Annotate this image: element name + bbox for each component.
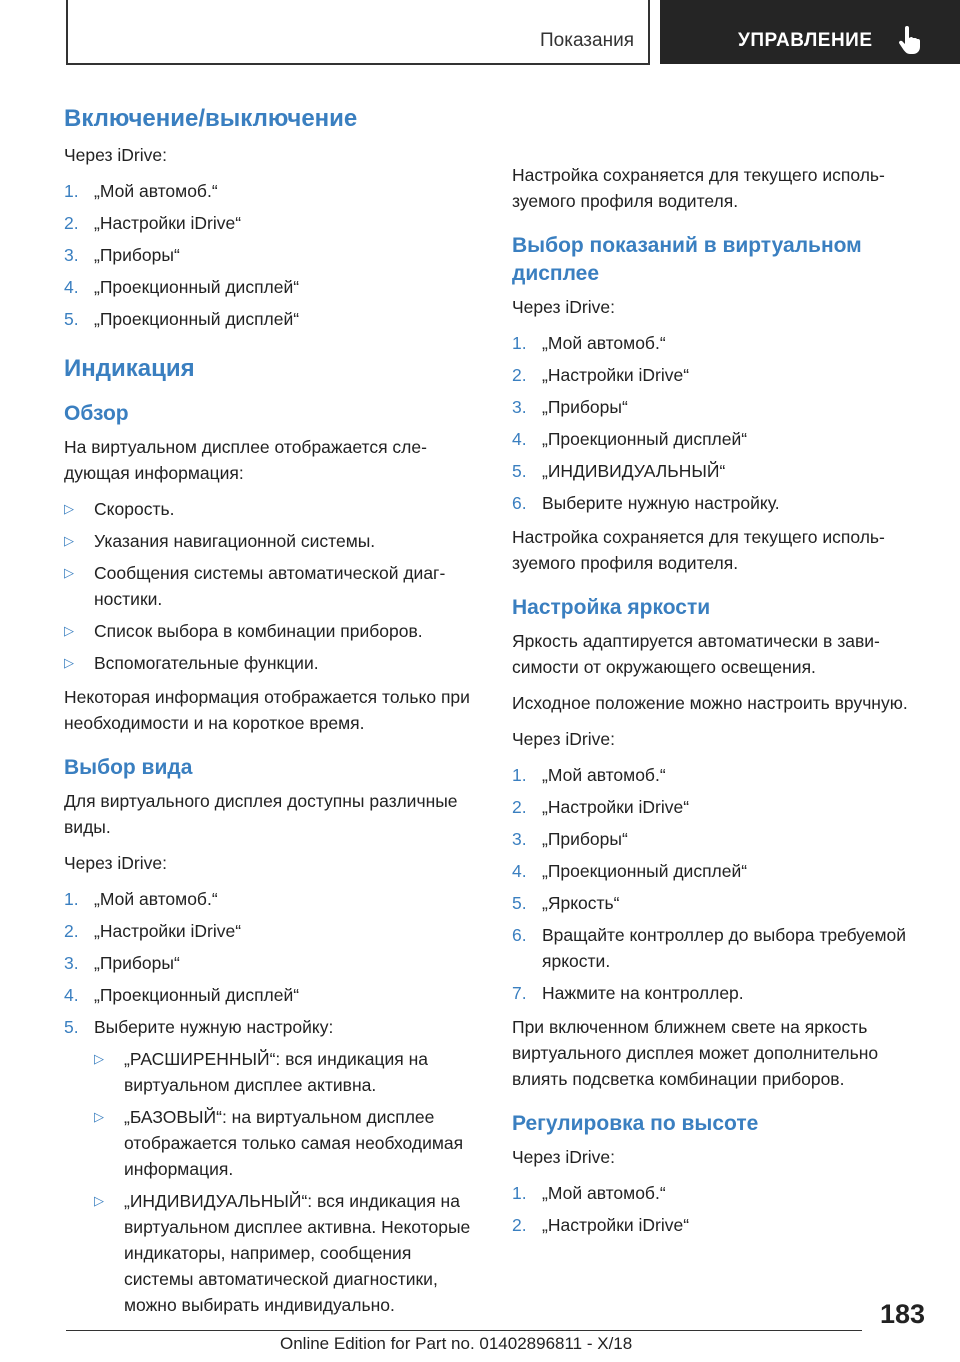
view-options-list	[94, 1046, 484, 1318]
list-item: ▷ Скорость.	[64, 499, 175, 519]
via-idrive: Через iDrive:	[512, 1147, 615, 1167]
right-column	[512, 162, 932, 1246]
heading-brightness: Настройка яркости	[512, 596, 711, 619]
list-item: 4. „Проекционный дисплей“	[64, 277, 300, 297]
list-item: 1. „Мой автомоб.“	[512, 333, 666, 353]
header-section-title: Показания	[540, 30, 634, 51]
list-item: 3. „Приборы“	[64, 953, 180, 973]
list-item: 4. „Проекционный дисплей“	[64, 985, 300, 1005]
list-item: 2. „Настройки iDrive“	[64, 213, 242, 233]
via-idrive: Через iDrive:	[512, 729, 615, 749]
profile-note: Настройка сохраняется для текущего используемого профиля водителя.	[512, 527, 885, 573]
list-item: 1. „Мой автомоб.“	[64, 889, 218, 909]
header-rule-left	[66, 0, 68, 64]
header-chapter-title: УПРАВЛЕНИЕ	[738, 30, 873, 51]
list-item: 7. Нажмите на контроллер.	[512, 983, 744, 1003]
list-item: 3. „Приборы“	[512, 397, 628, 417]
overview-text: На виртуальном дисплее отображается следующая информация:	[64, 437, 427, 483]
heading-overview: Обзор	[64, 402, 129, 425]
header-rule-right	[648, 0, 650, 64]
list-item: 2. „Настройки iDrive“	[512, 1215, 690, 1235]
list-item: ▷ Сообщения системы автоматической диагностики.	[64, 563, 446, 609]
list-item: ▷ Вспомогательные функции.	[64, 653, 319, 673]
heading-height: Регулировка по высоте	[512, 1112, 759, 1135]
brightness-note: При включенном ближнем свете на яркость виртуального дисплея может дополнительно влиять подсветка комбинации приборов.	[512, 1017, 879, 1089]
heading-select-display: Выбор показаний в виртуальном дисплее	[512, 234, 862, 285]
steps-list	[512, 330, 932, 516]
list-item: 2. „Настройки iDrive“	[512, 797, 690, 817]
steps-list	[64, 178, 484, 332]
list-item: 4. „Проекционный дисплей“	[512, 429, 748, 449]
heading-indication: Индикация	[64, 355, 195, 382]
overview-note: Некоторая информация отображается только при необходимости и на короткое время.	[64, 687, 470, 733]
list-item: 5. Выберите нужную настройку: ▷ „РАСШИРЕННЫЙ“: вся индикация на виртуальном дисплее активна. ▷ „БАЗОВЫЙ“: на виртуальном дисплее отображается только самая необходимая информация. ▷ „ИНДИВИДУАЛЬНЫЙ“: вся индикация на виртуальном дисплее активна. Некоторые индикаторы, например, сообщения системы автоматической диагностики, можно выбирать индивидуально.	[64, 1014, 484, 1318]
profile-note: Настройка сохраняется для текущего используемого профиля водителя.	[512, 165, 885, 211]
list-item: 5. „Яркость“	[512, 893, 620, 913]
header-rule-bottom	[66, 63, 650, 65]
list-item: 4. „Проекционный дисплей“	[512, 861, 748, 881]
list-item: 2. „Настройки iDrive“	[512, 365, 690, 385]
list-item: ▷ Список выбора в комбинации приборов.	[64, 621, 423, 641]
list-item: ▷ „БАЗОВЫЙ“: на виртуальном дисплее отображается только самая необходимая информация.	[94, 1107, 464, 1179]
via-idrive: Через iDrive:	[64, 145, 167, 165]
list-item: 2. „Настройки iDrive“	[64, 921, 242, 941]
via-idrive: Через iDrive:	[512, 297, 615, 317]
overview-list	[64, 496, 484, 676]
via-idrive: Через iDrive:	[64, 853, 167, 873]
list-item: 1. „Мой автомоб.“	[64, 181, 218, 201]
list-item: 3. „Приборы“	[512, 829, 628, 849]
steps-list	[64, 886, 484, 1318]
list-item: 1. „Мой автомоб.“	[512, 1183, 666, 1203]
list-item: ▷ Указания навигационной системы.	[64, 531, 376, 551]
list-item: 3. „Приборы“	[64, 245, 180, 265]
steps-list	[512, 762, 932, 1006]
list-item: 5. „ИНДИВИДУАЛЬНЫЙ“	[512, 461, 726, 481]
list-item: 5. „Проекционный дисплей“	[64, 309, 300, 329]
footer-edition: Online Edition for Part no. 01402896811 - X/18	[280, 1334, 633, 1353]
view-text: Для виртуального дисплея доступны различные виды.	[64, 791, 458, 837]
list-item: 6. Выберите нужную настройку.	[512, 493, 780, 513]
heading-on-off: Включение/выключение	[64, 105, 358, 132]
heading-view: Выбор вида	[64, 756, 193, 779]
brightness-text: Яркость адаптируется автоматически в зависимости от окружающего освещения.	[512, 631, 880, 677]
page-number: 183	[880, 1299, 926, 1329]
hand-pointer-icon	[897, 26, 921, 54]
list-item: ▷ „ИНДИВИДУАЛЬНЫЙ“: вся индикация на виртуальном дисплее активна. Некоторые индикаторы, например, сообщения системы автоматической диагностики, можно выбирать индивидуально.	[94, 1191, 471, 1315]
list-item: 1. „Мой автомоб.“	[512, 765, 666, 785]
steps-list	[512, 1180, 932, 1238]
footer-rule	[66, 1330, 862, 1331]
list-item: 6. Вращайте контроллер до выбора требуемой яркости.	[512, 925, 907, 971]
left-column	[64, 104, 484, 1326]
brightness-text: Исходное положение можно настроить вручную.	[512, 693, 908, 713]
list-item: ▷ „РАСШИРЕННЫЙ“: вся индикация на виртуальном дисплее активна.	[94, 1049, 429, 1095]
